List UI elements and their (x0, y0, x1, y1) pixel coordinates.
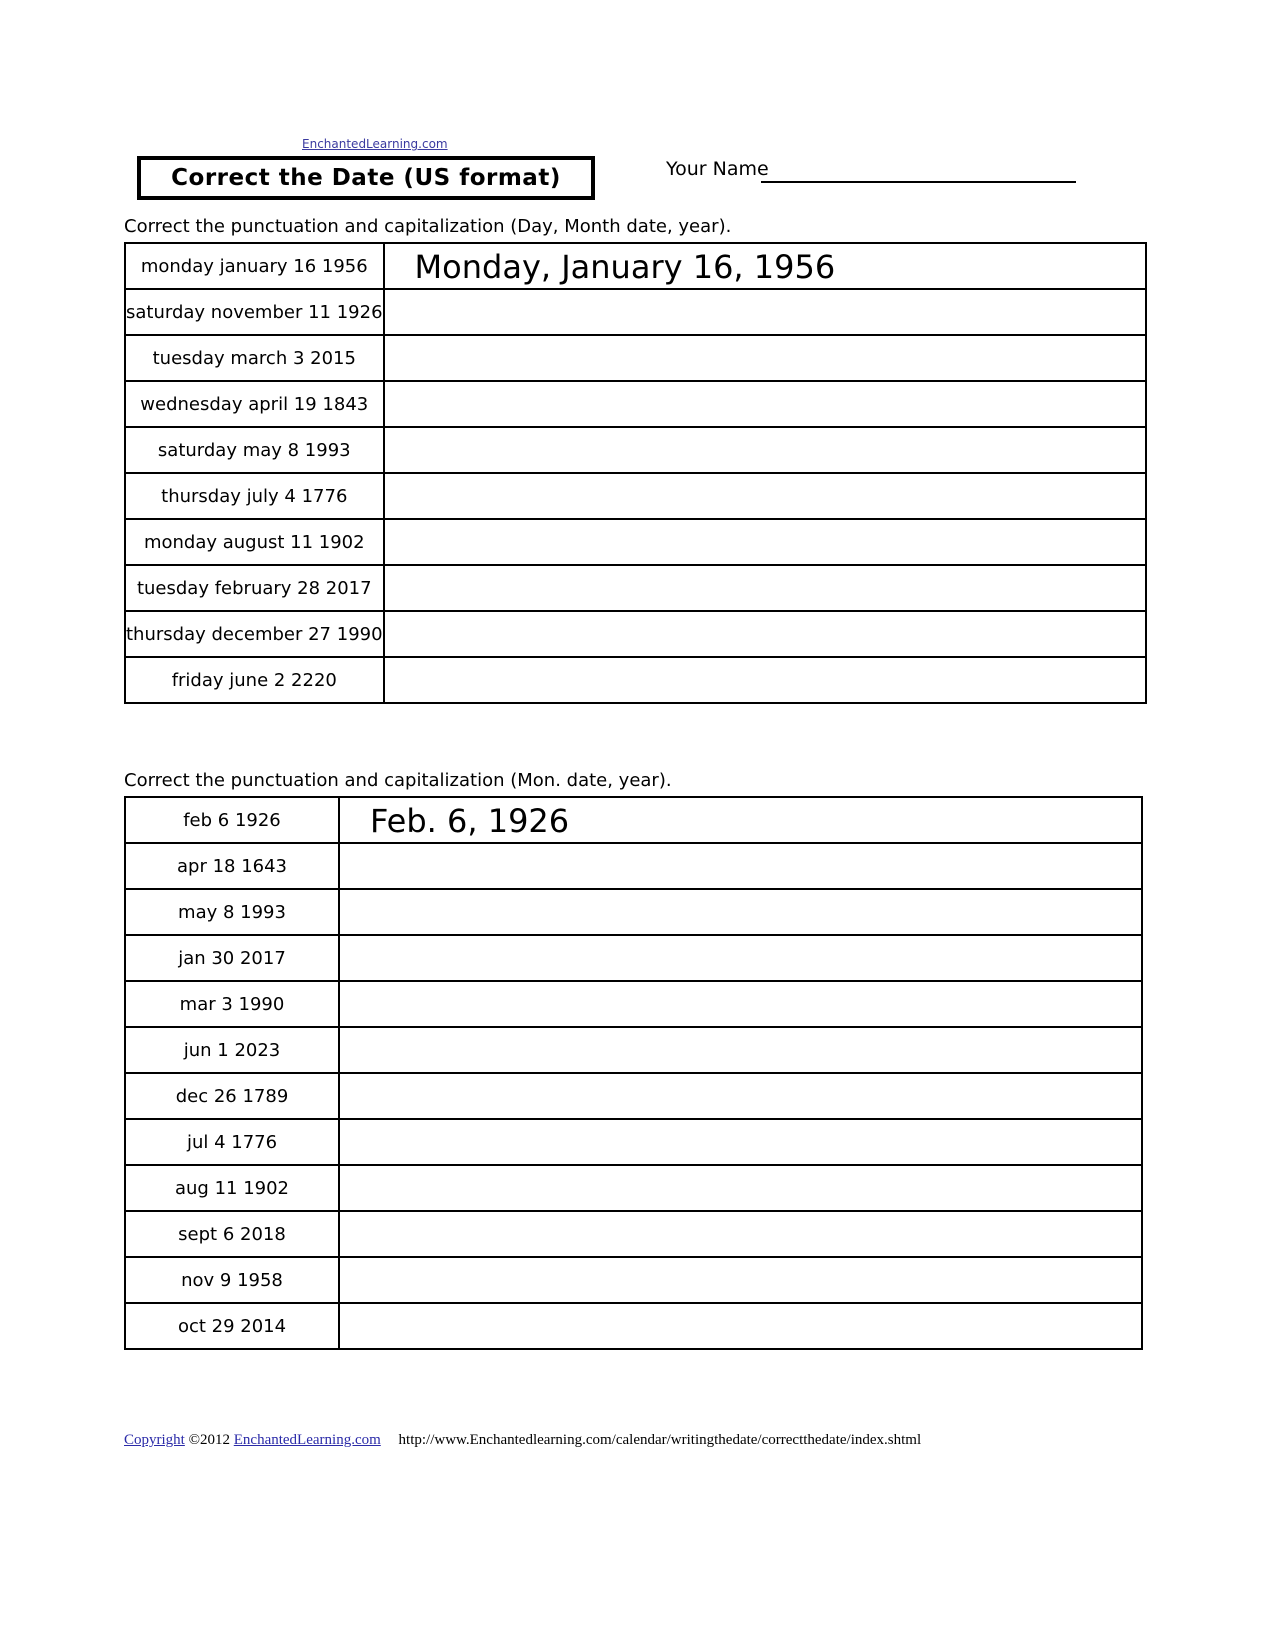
table-row (125, 381, 1146, 427)
table-row (125, 1027, 1142, 1073)
footer-url: http://www.Enchantedlearning.com/calendar/writingthedate/correctthedate/index.shtml (398, 1432, 922, 1448)
table-row (125, 1303, 1142, 1349)
answer-cell[interactable] (339, 1257, 1142, 1303)
copyright-year: ©2012 (188, 1432, 230, 1448)
prompt-cell: sept 6 2018 (125, 1211, 339, 1257)
answer-cell[interactable]: Feb. 6, 1926 (339, 797, 1142, 843)
footer (124, 1432, 921, 1449)
table-row (125, 1119, 1142, 1165)
page-title: Correct the Date (US format) (171, 165, 561, 191)
answer-cell[interactable] (339, 1073, 1142, 1119)
answer-cell[interactable] (384, 657, 1146, 703)
prompt-cell: monday august 11 1902 (125, 519, 384, 565)
table-row (125, 889, 1142, 935)
table-row (125, 427, 1146, 473)
answer-cell[interactable] (339, 843, 1142, 889)
your-name-line[interactable] (761, 181, 1076, 183)
table-row (125, 843, 1142, 889)
answer-cell[interactable] (384, 519, 1146, 565)
answer-cell[interactable] (384, 611, 1146, 657)
prompt-cell: jul 4 1776 (125, 1119, 339, 1165)
answer-cell[interactable] (384, 381, 1146, 427)
answer-cell[interactable]: Monday, January 16, 1956 (384, 243, 1146, 289)
table-row (125, 1073, 1142, 1119)
answer-cell[interactable] (339, 935, 1142, 981)
site-link[interactable]: EnchantedLearning.com (302, 137, 448, 151)
prompt-cell: feb 6 1926 (125, 797, 339, 843)
footer-site-link[interactable]: EnchantedLearning.com (233, 1432, 381, 1448)
table-row (125, 473, 1146, 519)
prompt-cell: saturday may 8 1993 (125, 427, 384, 473)
table-row (125, 1165, 1142, 1211)
answer-cell[interactable] (339, 1119, 1142, 1165)
section2-table (124, 796, 1143, 1350)
prompt-cell: monday january 16 1956 (125, 243, 384, 289)
prompt-cell: aug 11 1902 (125, 1165, 339, 1211)
section1-instruction: Correct the punctuation and capitalization (Day, Month date, year). (124, 216, 732, 237)
answer-cell[interactable] (384, 565, 1146, 611)
table-row (125, 1211, 1142, 1257)
prompt-cell: may 8 1993 (125, 889, 339, 935)
answer-cell[interactable] (339, 981, 1142, 1027)
answer-cell[interactable] (384, 335, 1146, 381)
prompt-cell: wednesday april 19 1843 (125, 381, 384, 427)
prompt-cell: saturday november 11 1926 (125, 289, 384, 335)
prompt-cell: apr 18 1643 (125, 843, 339, 889)
prompt-cell: oct 29 2014 (125, 1303, 339, 1349)
prompt-cell: nov 9 1958 (125, 1257, 339, 1303)
answer-cell[interactable] (339, 1211, 1142, 1257)
section1-table (124, 242, 1147, 704)
prompt-cell: tuesday march 3 2015 (125, 335, 384, 381)
answer-cell[interactable] (339, 889, 1142, 935)
prompt-cell: mar 3 1990 (125, 981, 339, 1027)
prompt-cell: dec 26 1789 (125, 1073, 339, 1119)
table-row (125, 611, 1146, 657)
table-row (125, 289, 1146, 335)
prompt-cell: jun 1 2023 (125, 1027, 339, 1073)
prompt-cell: thursday july 4 1776 (125, 473, 384, 519)
table-row (125, 797, 1142, 843)
table-row (125, 335, 1146, 381)
answer-cell[interactable] (384, 289, 1146, 335)
answer-cell[interactable] (384, 427, 1146, 473)
title-box (137, 156, 595, 200)
answer-cell[interactable] (339, 1165, 1142, 1211)
table-row (125, 565, 1146, 611)
prompt-cell: tuesday february 28 2017 (125, 565, 384, 611)
section2-instruction: Correct the punctuation and capitalization (Mon. date, year). (124, 770, 672, 791)
copyright-link[interactable]: Copyright (124, 1432, 185, 1448)
answer-cell[interactable] (339, 1027, 1142, 1073)
your-name-label: Your Name (666, 158, 769, 180)
table-row (125, 1257, 1142, 1303)
table-row (125, 519, 1146, 565)
prompt-cell: jan 30 2017 (125, 935, 339, 981)
table-row (125, 243, 1146, 289)
prompt-cell: thursday december 27 1990 (125, 611, 384, 657)
answer-cell[interactable] (384, 473, 1146, 519)
table-row (125, 935, 1142, 981)
prompt-cell: friday june 2 2220 (125, 657, 384, 703)
answer-cell[interactable] (339, 1303, 1142, 1349)
table-row (125, 657, 1146, 703)
table-row (125, 981, 1142, 1027)
